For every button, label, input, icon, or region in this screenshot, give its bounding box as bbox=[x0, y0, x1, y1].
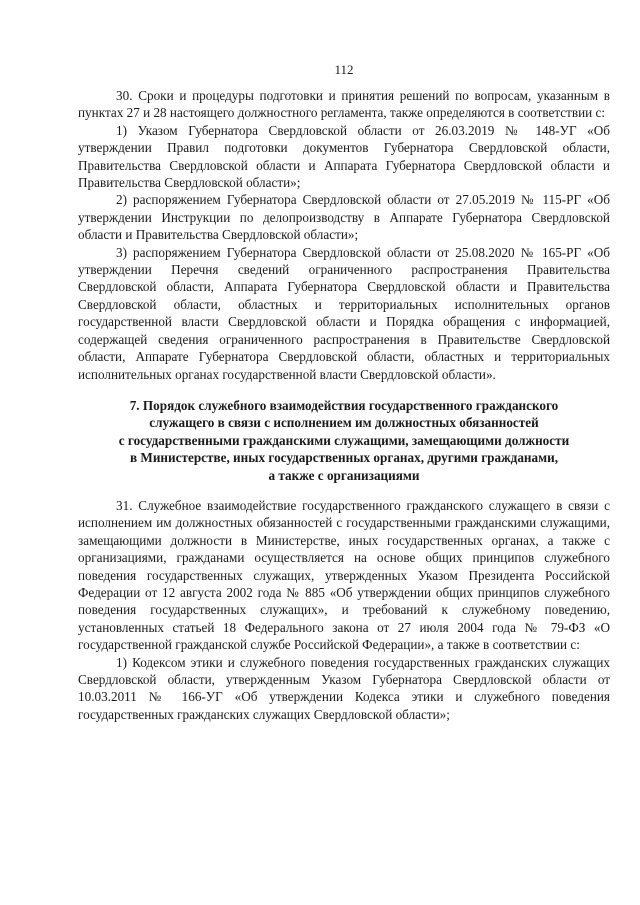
heading-line: с государственными гражданскими служащими, замещающими должности bbox=[118, 432, 570, 448]
section-30-item-3: 3) распоряжением Губернатора Свердловской области от 25.08.2020 № 165-РГ «Об утверждении Перечня сведений ограниченного распространения Правительства Свердловской области, Аппарата Губернатора Свердловской области и Правительства Свердловской области, областных и территориальных исполнительных органов государственной власти Свердловской области и Порядка обращения с информацией, содержащей сведения ограниченного распространения в Правительстве Свердловской области, Аппарате Губернатора Свердловской области, областных и территориальных исполнительных органах государственной власти Свердловской области». bbox=[78, 244, 610, 382]
section-7-heading bbox=[78, 397, 610, 484]
heading-line: служащего в связи с исполнением им должностных обязанностей bbox=[149, 415, 539, 431]
heading-line: 7. Порядок служебного взаимодействия государственного гражданского bbox=[129, 397, 559, 413]
heading-line: а также с организациями bbox=[268, 467, 420, 483]
section-30-item-1: 1) Указом Губернатора Свердловской области от 26.03.2019 № 148-УГ «Об утверждении Правил подготовки документов Губернатора Свердловской области, Правительства Свердловской области и Аппарата Губернатора Свердловской области и Правительства Свердловской области»; bbox=[78, 122, 610, 191]
spacer bbox=[78, 383, 610, 397]
section-30-intro: 30. Сроки и процедуры подготовки и принятия решений по вопросам, указанным в пунктах 27 и 28 настоящего должностного регламента, также определяются в соответствии с: bbox=[78, 88, 610, 121]
section-31-intro: 31. Служебное взаимодействие государственного гражданского служащего в связи с исполнением им должностных обязанностей с государственными гражданскими служащими, замещающими должности в Министерстве, иных государственных органах, а также с организациями, гражданами осуществляется на основе общих принципов служебного поведения государственных служащих, утвержденных Указом Президента Российской Федерации от 12 августа 2002 года № 885 «Об утверждении общих принципов служебного поведения государственных служащих», и требований к служебному поведению, установленных статьей 18 Федерального закона от 27 июля 2004 года № 79-ФЗ «О государственной гражданской службе Российской Федерации», а также в соответствии с: bbox=[78, 497, 610, 653]
spacer bbox=[78, 484, 610, 497]
heading-line: в Министерстве, иных государственных органах, другими гражданами, bbox=[129, 450, 559, 466]
document-page bbox=[78, 62, 610, 723]
section-31-item-1: 1) Кодексом этики и служебного поведения государственных гражданских служащих Свердловской области, утвержденным Указом Губернатора Свердловской области от 10.03.2011 № 166-УГ «Об утверждении Кодекса этики и служебного поведения государственных гражданских служащих Свердловской области»; bbox=[78, 654, 610, 722]
page-number: 112 bbox=[334, 62, 354, 77]
section-30-item-2: 2) распоряжением Губернатора Свердловской области от 27.05.2019 № 115-РГ «Об утверждении Инструкции по делопроизводству в Аппарате Губернатора Свердловской области и Правительства Свердловской области»; bbox=[78, 192, 610, 243]
